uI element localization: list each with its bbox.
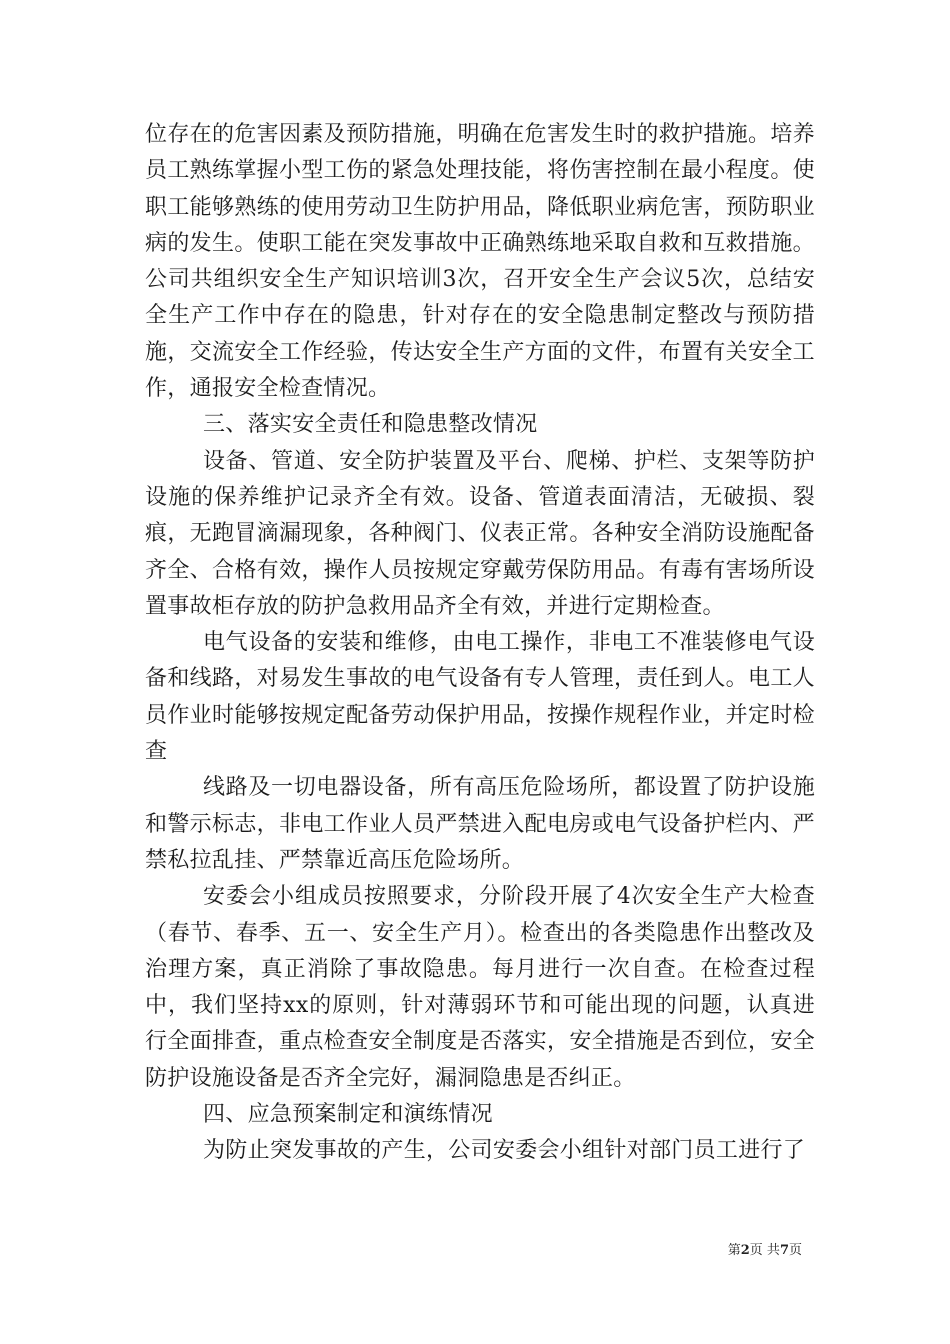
paragraph-electrical-equipment: 电气设备的安装和维修，由电工操作，非电工不准装修电气设备和线路，对易发生事故的电气设备有专人管理，责任到人。电工人员作业时能够按规定配备劳动保护用品，按操作规程作业，并定时检查 [145,630,815,765]
paragraph-emergency-plan: 为防止突发事故的产生，公司安委会小组针对部门员工进行了 [203,1138,806,1164]
paragraph-training-summary: 位存在的危害因素及预防措施，明确在危害发生时的救护措施。培养员工熟练掌握小型工伤的紧急处理技能，将伤害控制在最小程度。使职工能够熟练的使用劳动卫生防护用品，降低职业病危害，预防职业病的发生。使职工能在突发事故中正确熟练地采取自救和互救措施。公司共组织安全生产知识培训3次，召开安全生产会议5次，总结安全生产工作中存在的隐患，针对存在的安全隐患制定整改与预防措施，交流安全工作经验，传达安全生产方面的文件，布置有关安全工作，通报安全检查情况。 [145,122,815,402]
footer-middle: 页 共 [749,1243,780,1258]
document-body [145,117,815,1170]
paragraph-high-voltage: 线路及一切电器设备，所有高压危险场所，都设置了防护设施和警示标志，非电工作业人员严禁进入配电房或电气设备护栏内、严禁私拉乱挂、严禁靠近高压危险场所。 [145,775,815,873]
paragraph-safety-inspection: 安委会小组成员按照要求，分阶段开展了4次安全生产大检查（春节、春季、五一、安全生产月）。检查出的各类隐患作出整改及治理方案，真正消除了事故隐患。每月进行一次自查。在检查过程中，我们坚持xx的原则，针对薄弱环节和可能出现的问题，认真进行全面排查，重点检查安全制度是否落实，安全措施是否到位，安全防护设施设备是否齐全完好，漏洞隐患是否纠正。 [145,884,815,1091]
page-number-footer [728,1243,802,1259]
footer-current-page: 2 [740,1243,750,1258]
footer-total-pages: 7 [779,1243,789,1258]
footer-suffix: 页 [788,1243,802,1258]
footer-prefix: 第 [727,1243,741,1258]
paragraph-facility-maintenance: 设备、管道、安全防护装置及平台、爬梯、护栏、支架等防护设施的保养维护记录齐全有效。设备、管道表面清洁，无破损、裂痕，无跑冒滴漏现象，各种阀门、仪表正常。各种安全消防设施配备齐全、合格有效，操作人员按规定穿戴劳保防用品。有毒有害场所设置事故柜存放的防护急救用品齐全有效，并进行定期检查。 [145,448,815,619]
section-heading-3: 三、落实安全责任和隐患整改情况 [203,412,538,438]
section-heading-4: 四、应急预案制定和演练情况 [203,1102,493,1128]
